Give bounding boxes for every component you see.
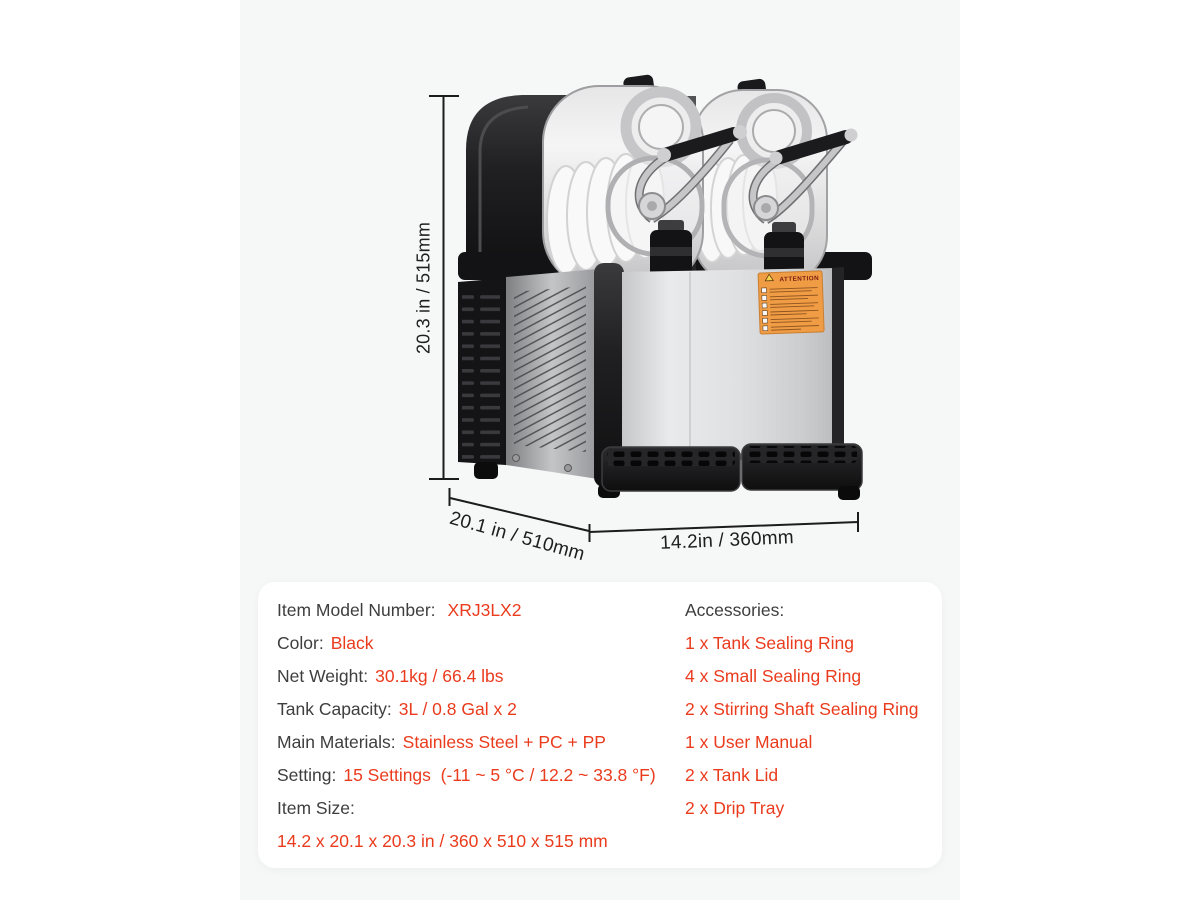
spec-value: 2 x Tank Lid xyxy=(685,765,779,785)
spec-row-accessory-item xyxy=(685,627,935,660)
spec-value: 1 x Tank Sealing Ring xyxy=(685,633,854,653)
spec-row-accessory-item xyxy=(685,792,935,825)
width-dimension-label: 14.2in / 360mm xyxy=(659,527,795,554)
depth-dimension-label: 20.1 in / 510mm xyxy=(447,507,588,566)
spec-row-capacity xyxy=(277,693,677,726)
spec-row-accessory-item xyxy=(685,660,935,693)
warning-label xyxy=(758,271,824,334)
height-dimension-label: 20.3 in / 515mm xyxy=(413,221,434,355)
spec-row-model xyxy=(277,594,677,627)
spec-label: Net Weight: xyxy=(277,666,369,686)
spec-row-materials xyxy=(277,726,677,759)
spec-label: Item Size: xyxy=(277,798,355,818)
spec-value: Black xyxy=(330,633,374,653)
spec-value: 14.2 x 20.1 x 20.3 in / 360 x 510 x 515 mm xyxy=(277,831,608,851)
spec-value: Stainless Steel + PC + PP xyxy=(402,732,606,752)
spec-row-weight xyxy=(277,660,677,693)
spec-value: 15 Settings (-11 ~ 5 °C / 12.2 ~ 33.8 °F) xyxy=(343,765,656,785)
right-trim xyxy=(832,267,844,458)
spec-row-accessories xyxy=(685,594,935,627)
spec-row-size-label xyxy=(277,792,677,825)
spec-value: 30.1kg / 66.4 lbs xyxy=(375,666,504,686)
spec-value: 2 x Stirring Shaft Sealing Ring xyxy=(685,699,919,719)
spec-value: 1 x User Manual xyxy=(685,732,813,752)
spec-row-color xyxy=(277,627,677,660)
spec-label: Color: xyxy=(277,633,324,653)
spec-label: Main Materials: xyxy=(277,732,396,752)
spec-label: Setting: xyxy=(277,765,337,785)
spec-row-size-value xyxy=(277,825,677,858)
spec-label: Item Model Number: xyxy=(277,600,436,620)
slush-machine-image xyxy=(415,60,895,570)
side-vent-grille xyxy=(514,286,586,452)
foot-right xyxy=(838,486,860,500)
spec-row-accessory-item xyxy=(685,726,935,759)
spec-row-setting xyxy=(277,759,677,792)
spec-list-right xyxy=(685,594,935,825)
spec-label: Tank Capacity: xyxy=(277,699,392,719)
spec-row-accessory-item xyxy=(685,759,935,792)
drip-trays xyxy=(602,444,862,500)
spec-panel xyxy=(258,582,942,868)
spec-label: Accessories: xyxy=(685,600,785,620)
foot-left xyxy=(474,462,498,479)
spec-list-left xyxy=(277,594,677,858)
spec-value: 2 x Drip Tray xyxy=(685,798,785,818)
spec-value: XRJ3LX2 xyxy=(447,600,522,620)
spec-row-accessory-item xyxy=(685,693,935,726)
warning-label-title: ATTENTION xyxy=(779,274,820,284)
spec-value: 4 x Small Sealing Ring xyxy=(685,666,862,686)
spec-value: 3L / 0.8 Gal x 2 xyxy=(398,699,517,719)
